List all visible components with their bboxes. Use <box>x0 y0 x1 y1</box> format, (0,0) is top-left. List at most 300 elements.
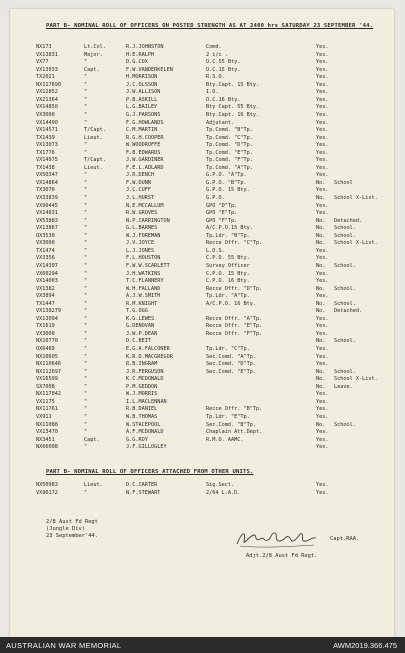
cell-name: H.MORRISON <box>126 74 158 81</box>
cell-rank: Capt. <box>84 66 100 73</box>
cell-name: D.G.COX <box>126 59 148 66</box>
cell-no: TX1474 <box>36 247 55 254</box>
cell-appt: Tp.Comd. "B"Tp. <box>206 127 253 134</box>
cell-name: G.J.PARSONS <box>126 111 161 118</box>
cell-appt: O.C.16 Bty. <box>206 96 241 103</box>
cell-appt: O.C.15 Bty. <box>206 66 241 73</box>
cell-appt: Tp.Comd. "A"Tp. <box>206 164 253 171</box>
cell-name: A.J.W.SMITH <box>126 293 161 300</box>
cell-rank: " <box>84 376 88 383</box>
table-row <box>10 346 394 353</box>
table-row <box>10 376 394 383</box>
table-row <box>10 384 394 391</box>
cell-yes: Yes. <box>316 406 329 413</box>
cell-appt: Sec.Comd. "A"Tp. <box>206 353 256 360</box>
cell-rank: " <box>84 398 88 405</box>
cell-yes: Yes. <box>316 270 329 277</box>
cell-note: School. <box>334 300 356 307</box>
cell-name: R.G.H.COOPER <box>126 134 164 141</box>
table-row <box>10 271 394 278</box>
cell-rank: " <box>84 210 88 217</box>
cell-name: W.J.FOREMAN <box>126 232 161 239</box>
cell-appt: Comd. <box>206 44 222 50</box>
table-row <box>10 203 394 210</box>
cell-name: F.W.VANDERKELEN <box>126 66 173 73</box>
cell-no: VX21364 <box>36 96 58 103</box>
cell-name: H.E.RALPH <box>126 51 155 58</box>
cell-yes: Yes. <box>316 89 329 96</box>
cell-rank: " <box>84 96 88 103</box>
cell-yes: Yes. <box>316 210 329 217</box>
cell-name: R.M.KNIGHT <box>126 300 158 307</box>
table-row <box>10 361 394 368</box>
cell-yes: Yes. <box>316 490 329 496</box>
cell-name: D.C.CARTER <box>126 482 158 488</box>
table-row <box>10 354 394 361</box>
cell-name: C.M.MARTIN <box>126 127 158 134</box>
cell-name: F.E.L.ADLARD <box>126 164 164 171</box>
cell-rank: " <box>84 217 88 224</box>
cell-appt: A/C.P.O.15 Bty. <box>206 225 253 232</box>
cell-appt: Tp.Ldr. "A"Tp. <box>206 293 250 300</box>
cell-no: VX33839 <box>36 195 58 201</box>
cell-yes: Yes. <box>316 444 329 451</box>
unit-division: (Jungle Div) <box>46 526 85 532</box>
cell-yes: Yes. <box>316 293 329 300</box>
cell-no: VX13094 <box>36 315 58 322</box>
cell-no: QX6489 <box>36 346 55 352</box>
table-row <box>10 482 394 489</box>
cell-appt: Bty Capt. 55 Bty. <box>206 104 260 111</box>
table-row <box>10 422 394 429</box>
table-row <box>10 255 394 262</box>
cell-name: N.P.CARRINGTON <box>126 217 170 224</box>
cell-rank: " <box>84 247 88 254</box>
cell-name: J.V.JOYCE <box>126 240 155 247</box>
cell-name: L.J.JONES <box>126 247 155 254</box>
cell-yes: Yes. <box>316 134 329 141</box>
cell-appt: GPO "F"Tp. <box>206 217 238 224</box>
cell-appt: C.P.O. 55 Bty. <box>206 255 250 262</box>
cell-appt: O.C.55 Bty. <box>206 59 241 66</box>
cell-no: TX1619 <box>36 323 55 330</box>
cell-name: R.W.GROVES <box>126 210 158 217</box>
cell-rank: " <box>84 172 88 179</box>
cell-no: VX14850 <box>36 104 58 111</box>
cell-rank: " <box>84 429 88 436</box>
cell-appt: Sig.Sect. <box>206 482 235 488</box>
cell-yes: Yes. <box>316 157 329 164</box>
cell-note: Leave. <box>334 383 353 390</box>
cell-appt: 2 i/c . <box>206 51 228 58</box>
cell-rank: Lt.Col. <box>84 44 106 50</box>
table-row <box>10 112 394 119</box>
cell-yes: Yes. <box>316 346 329 352</box>
cell-yes: Yes. <box>316 429 329 436</box>
cell-no: TX1439 <box>36 134 55 141</box>
cell-no: VX3000 <box>36 240 55 247</box>
cell-name: F.W.W.SCARLETT <box>126 262 170 269</box>
cell-yes: Yes. <box>316 398 329 405</box>
cell-yes: Yes. <box>316 119 329 126</box>
cell-no: QX3530 <box>36 232 55 239</box>
table-row <box>10 240 394 247</box>
cell-yes: Yes. <box>316 127 329 134</box>
cell-rank: " <box>84 278 88 285</box>
table-row <box>10 104 394 111</box>
cell-note: School. <box>334 262 356 269</box>
cell-yes: Yes. <box>316 413 329 420</box>
table-row <box>10 414 394 421</box>
cell-name: R.B.INGRAM <box>126 361 158 368</box>
cell-name: J.L.HURST <box>126 195 155 201</box>
cell-no: VX53883 <box>36 217 58 224</box>
table-row <box>10 135 394 142</box>
cell-yes: No. <box>316 285 326 292</box>
signatory-rank: Capt.RAA. <box>330 536 360 542</box>
table-row <box>10 187 394 194</box>
cell-appt: G.P.O. "A"Tp. <box>206 172 247 179</box>
cell-no: VX1175 <box>36 398 55 405</box>
table-row <box>10 225 394 232</box>
table-row <box>10 172 394 179</box>
cell-name: J.C.CUFF <box>126 187 151 194</box>
cell-no: VX13073 <box>36 142 58 149</box>
cell-yes: Yes. <box>316 74 329 81</box>
cell-yes: Yes. <box>316 436 329 443</box>
cell-name: E.G.A.FALCONER <box>126 346 170 352</box>
cell-rank: " <box>84 383 88 390</box>
cell-note: Detached. <box>334 217 363 224</box>
cell-yes: Yes. <box>316 149 329 156</box>
cell-name: J.H.WATKINS <box>126 270 161 277</box>
cell-appt: Tp.Ldr. "E"Tp. <box>206 413 250 420</box>
cell-yes: Yes. <box>316 96 329 103</box>
table-row <box>10 97 394 104</box>
table-row <box>10 301 394 308</box>
cell-no: TX3070 <box>36 187 55 194</box>
cell-name: W.J.MORRIS <box>126 391 158 398</box>
cell-no: VX3356 <box>36 255 55 262</box>
cell-name: J.W.P.DEAN <box>126 330 158 337</box>
cell-name: W.WOODROFFE <box>126 142 161 149</box>
cell-rank: T/Capt. <box>84 127 106 134</box>
table-row <box>10 74 394 81</box>
table-row <box>10 210 394 217</box>
cell-appt: Bty.Capt. 16 Bty. <box>206 111 260 118</box>
cell-appt: Tp.Comd. "C"Tp. <box>206 134 253 141</box>
cell-rank: " <box>84 421 88 428</box>
cell-name: J.R.FERGUSON <box>126 368 164 375</box>
table-row <box>10 44 394 51</box>
cell-rank: " <box>84 202 88 209</box>
cell-rank: " <box>84 187 88 194</box>
cell-rank: " <box>84 225 88 232</box>
cell-yes: No. <box>316 195 326 201</box>
cell-rank: " <box>84 315 88 322</box>
table-row <box>10 323 394 330</box>
table-row <box>10 82 394 89</box>
archive-banner <box>0 637 405 653</box>
table-row <box>10 338 394 345</box>
cell-rank: " <box>84 240 88 247</box>
cell-appt: C.P.O. 15 Bty. <box>206 270 250 277</box>
cell-yes: Yes. <box>316 391 329 398</box>
cell-rank: " <box>84 330 88 337</box>
cell-appt: R.M.O. AAMC. <box>206 436 244 443</box>
cell-note: Detached. <box>334 308 363 315</box>
cell-appt: Sec.Comd. "D"Tp. <box>206 361 256 368</box>
cell-yes: No. <box>316 376 326 383</box>
cell-note: School. <box>334 285 356 292</box>
cell-no: VX77 <box>36 59 49 66</box>
table-row <box>10 150 394 157</box>
cell-yes: Yes. <box>316 353 329 360</box>
cell-note: School. <box>334 225 356 232</box>
cell-yes: No. <box>316 179 326 186</box>
table-row <box>10 127 394 134</box>
cell-name: G.G.ROY <box>126 436 148 443</box>
cell-appt: A/C.P.O. 16 Bty. <box>206 300 256 307</box>
cell-appt: G.P.O. <box>206 195 225 201</box>
cell-rank: " <box>84 368 88 375</box>
cell-name: J.W.GARDINER <box>126 157 164 164</box>
cell-yes: No. <box>316 300 326 307</box>
cell-name: W.H.FALLAND <box>126 285 161 292</box>
cell-name: J.R.DENCH <box>126 172 155 179</box>
cell-rank: " <box>84 74 88 81</box>
cell-name: L.G.BAILEY <box>126 104 158 111</box>
cell-no: TX2021 <box>36 74 55 81</box>
cell-yes: Yes. <box>316 51 329 58</box>
cell-no: NX110646 <box>36 361 61 368</box>
cell-rank: " <box>84 179 88 186</box>
cell-name: W.B.THOMAS <box>126 413 158 420</box>
cell-no: VX13831 <box>36 51 58 58</box>
cell-appt: Recce Offr. "D"Tp. <box>206 285 263 292</box>
table-row <box>10 233 394 240</box>
cell-no: VX14003 <box>36 278 58 285</box>
cell-name: R.J.JOHNSTON <box>126 44 164 50</box>
table-row <box>10 278 394 285</box>
cell-yes: No. <box>316 421 326 428</box>
cell-rank: " <box>84 142 88 149</box>
cell-rank: " <box>84 406 88 413</box>
cell-no: TX1438 <box>36 164 55 171</box>
cell-appt: Chaplain Att.Dept. <box>206 429 263 436</box>
cell-rank: " <box>84 81 88 88</box>
cell-rank: " <box>84 490 88 496</box>
cell-yes: Yes. <box>316 330 329 337</box>
table-row <box>10 218 394 225</box>
cell-rank: " <box>84 353 88 360</box>
cell-rank: Major. <box>84 51 103 58</box>
table-row <box>10 286 394 293</box>
table-row <box>10 195 394 202</box>
cell-name: T.C.FLANNERY <box>126 278 164 285</box>
table-row <box>10 120 394 127</box>
cell-rank: " <box>84 346 88 352</box>
cell-no: NX66008 <box>36 444 58 451</box>
cell-rank: " <box>84 195 88 201</box>
cell-appt: GPO "E"Tp. <box>206 210 238 217</box>
cell-yes: No. <box>316 383 326 390</box>
table-row <box>10 391 394 398</box>
cell-yes: No. <box>316 338 326 345</box>
cell-yes: Yes. <box>316 44 329 50</box>
cell-no: VX14571 <box>36 127 58 134</box>
cell-rank: " <box>84 255 88 262</box>
cell-no: NX117842 <box>36 391 61 398</box>
cell-rank: " <box>84 149 88 156</box>
table-row <box>10 316 394 323</box>
cell-no: VX138279 <box>36 308 61 315</box>
cell-yes: Yes. <box>316 323 329 330</box>
cell-yes: Yes. <box>316 482 329 488</box>
cell-name: F.L.HOUSTON <box>126 255 161 262</box>
cell-no: TX1776 <box>36 149 55 156</box>
cell-yes: Yes. <box>316 59 329 66</box>
cell-rank: " <box>84 285 88 292</box>
table-row <box>10 490 394 497</box>
handwritten-signature <box>234 528 320 550</box>
cell-rank: " <box>84 300 88 307</box>
cell-appt: Tp.Comd. "F"Tp. <box>206 157 253 164</box>
cell-yes: Yes. <box>316 361 329 368</box>
cell-name: F.B.EDWARDS <box>126 149 161 156</box>
cell-yes: Yes. <box>316 255 329 262</box>
cell-rank: " <box>84 361 88 368</box>
cell-yes: Yes. <box>316 164 329 171</box>
cell-name: K.G.LEWES <box>126 315 155 322</box>
archive-reference: AWM2019.366.475 <box>333 641 397 650</box>
cell-appt: Recce Offr. "C"Tp. <box>206 240 263 247</box>
cell-no: VX3000 <box>36 330 55 337</box>
cell-no: VX1382 <box>36 285 55 292</box>
table-row <box>10 308 394 315</box>
cell-appt: G.P.O. "B"Tp. <box>206 179 247 186</box>
cell-note: School. <box>334 421 356 428</box>
cell-appt: Tp.Comd. "D"Tp. <box>206 142 253 149</box>
cell-no: VX14490 <box>36 119 58 126</box>
cell-appt: Bty.Capt. 15 Bty. <box>206 81 260 88</box>
cell-rank: " <box>84 338 88 345</box>
cell-name: G.DENOVAN <box>126 323 155 330</box>
cell-yes: Yes. <box>316 278 329 285</box>
table-row <box>10 248 394 255</box>
table-row <box>10 369 394 376</box>
cell-note: School. <box>334 338 356 345</box>
cell-appt: Adjutant. <box>206 119 235 126</box>
cell-name: J.W.ALLISON <box>126 89 161 96</box>
cell-appt: R.S.O. <box>206 74 225 81</box>
cell-name: I.L.MACLENNAN <box>126 398 167 405</box>
signatory-appointment: Adjt.2/8 Aust Fd Regt. <box>246 553 318 559</box>
cell-appt: L.O.S. <box>206 247 225 254</box>
cell-yes: Yes. <box>316 104 329 111</box>
cell-no: NX112697 <box>36 368 61 375</box>
cell-rank: " <box>84 89 88 96</box>
cell-name: J.F.GILLOGLEY <box>126 444 167 451</box>
table-row <box>10 331 394 338</box>
cell-no: VX911 <box>36 413 52 420</box>
cell-yes: Yes. <box>316 315 329 322</box>
cell-name: T.G.OGG <box>126 308 148 315</box>
cell-note: School X-List. <box>334 195 378 201</box>
cell-name: P.B.ASKILL <box>126 96 158 103</box>
cell-yes: Yes. <box>316 247 329 254</box>
cell-no: VX14864 <box>36 179 58 186</box>
cell-appt: Tp.Ldr. "B"Tp. <box>206 232 250 239</box>
document-date: 23 September'44. <box>46 533 98 539</box>
cell-appt: Tp.Comd. "E"Tp. <box>206 149 253 156</box>
cell-yes: No. <box>316 232 326 239</box>
cell-name: P.M.GEDDON <box>126 383 158 390</box>
cell-no: VX90445 <box>36 202 58 209</box>
cell-no: VX12852 <box>36 89 58 96</box>
cell-rank: " <box>84 111 88 118</box>
cell-no: VX14831 <box>36 210 58 217</box>
table-row <box>10 437 394 444</box>
attached-roll-heading: PART B- NOMINAL ROLL OF OFFICERS ATTACHED FROM OTHER UNITS. <box>46 469 254 475</box>
cell-name: R.B.DANIEL <box>126 406 158 413</box>
cell-rank: Capt. <box>84 436 100 443</box>
cell-appt: G.P.O. 15 Bty. <box>206 187 250 194</box>
archive-name: AUSTRALIAN WAR MEMORIAL <box>6 641 122 650</box>
cell-yes: No. <box>316 217 326 224</box>
cell-name: G.L.BARNES <box>126 225 158 232</box>
table-row <box>10 293 394 300</box>
cell-note: School X-List. <box>334 240 378 247</box>
cell-name: W.STACEPOOL <box>126 421 161 428</box>
cell-no: NX11761 <box>36 406 58 413</box>
cell-no: VX50347 <box>36 172 58 179</box>
cell-yes: No. <box>316 225 326 232</box>
cell-yes: No. <box>316 368 326 375</box>
cell-no: SX7008 <box>36 383 55 390</box>
cell-no: NX173 <box>36 44 52 50</box>
cell-no: VX14397 <box>36 262 58 269</box>
cell-rank: " <box>84 293 88 300</box>
cell-yes: No. <box>316 240 326 247</box>
cell-rank: " <box>84 104 88 111</box>
cell-name: F.W.DUNN <box>126 179 151 186</box>
cell-no: NX3451 <box>36 436 55 443</box>
table-row <box>10 444 394 451</box>
cell-yes: No. <box>316 262 326 269</box>
table-row <box>10 165 394 172</box>
table-row <box>10 406 394 413</box>
table-row <box>10 157 394 164</box>
table-row <box>10 142 394 149</box>
cell-appt: I.O. <box>206 89 219 96</box>
posted-roll-heading: PART B- NOMINAL ROLL OF OFFICERS ON POSTED STRENGTH AS AT 2400 hrs SATURDAY 23 SEPTEMBER '44. <box>46 23 374 29</box>
cell-no: TX1447 <box>36 300 55 307</box>
cell-appt: Survey Officer <box>206 262 250 269</box>
cell-appt: GPO "D"Tp. <box>206 202 238 209</box>
cell-yes: Yes. <box>316 172 329 179</box>
cell-appt: Tp.Ldr. "C"Tp. <box>206 346 250 352</box>
table-row <box>10 52 394 59</box>
cell-rank: Lieut. <box>84 482 103 488</box>
cell-note: School X-List. <box>334 376 378 383</box>
cell-name: A.F.MCDONALD <box>126 429 164 436</box>
cell-no: NX10605 <box>36 353 58 360</box>
cell-no: VX13033 <box>36 66 58 73</box>
cell-name: D.C.BEIT <box>126 338 151 345</box>
cell-rank: " <box>84 270 88 277</box>
table-row <box>10 263 394 270</box>
